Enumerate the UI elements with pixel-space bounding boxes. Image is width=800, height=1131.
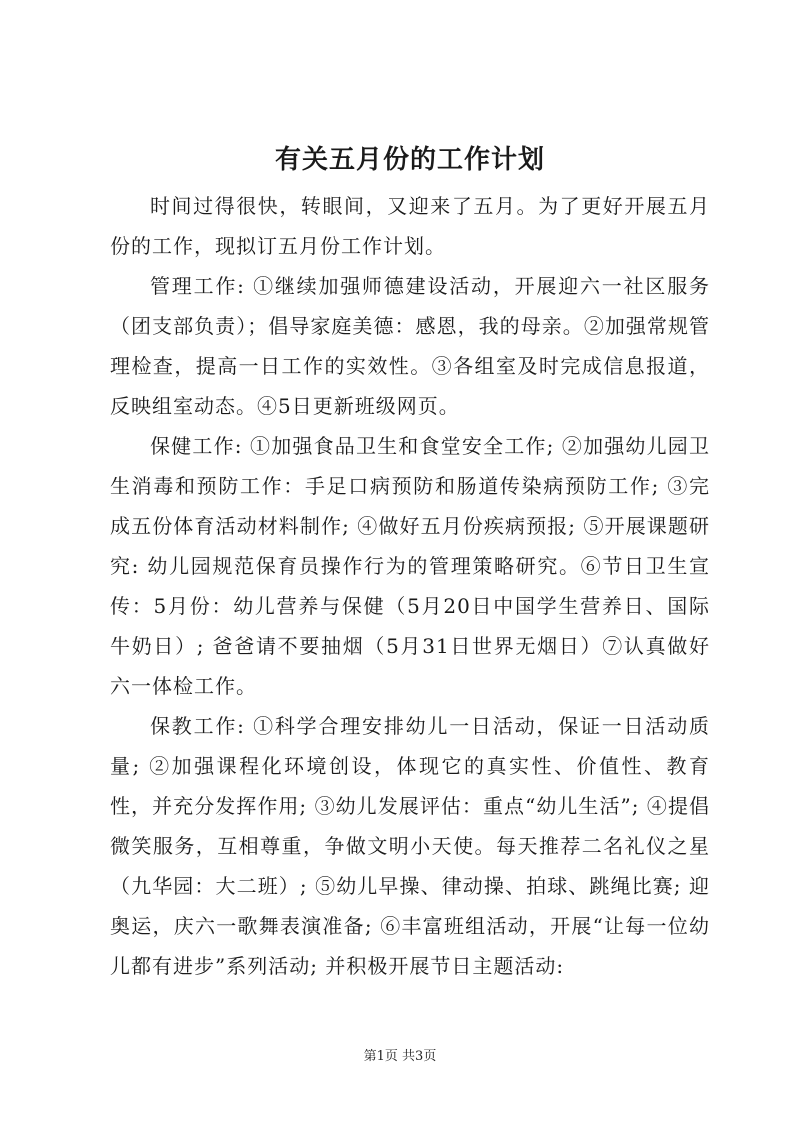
paragraph-management: 管理工作: ①继续加强师德建设活动，开展迎六一社区服务（团支部负责）；倡导家庭美德：感恩，我的母亲。②加强常规管理检查，提高一日工作的实效性。③各组室及时完成信息报道，反映组室动态。④5日更新班级网页。 (110, 274, 710, 418)
document-page (110, 0, 710, 1131)
paragraph-intro: 时间过得很快，转眼间，又迎来了五月。为了更好开展五月份的工作，现拟订五月份工作计划。 (110, 194, 710, 258)
paragraph-healthcare: 保健工作: ①加强食品卫生和食堂安全工作; ②加强幼儿园卫生消毒和预防工作：手足口病预防和肠道传染病预防工作; ③完成五份体育活动材料制作; ④做好五月份疾病预报; ⑤开展课题研究: 幼儿园规范保育员操作行为的管理策略研究。⑥节日卫生宣传：5月份：幼儿营养与保健（5月20日中国学生营养日、国际牛奶日）; 爸爸请不要抽烟（5月31日世界无烟日）⑦认真做好六一体检工作。 (110, 434, 710, 698)
page-footer: 第1页 共3页 (363, 1049, 437, 1064)
document-body (110, 186, 710, 986)
document-title: 有关五月份的工作计划 (274, 145, 545, 175)
paragraph-education: 保教工作: ①科学合理安排幼儿一日活动，保证一日活动质量; ②加强课程化环境创设，体现它的真实性、价值性、教育性，并充分发挥作用; ③幼儿发展评估：重点“幼儿生活”; ④提倡微笑服务，互相尊重，争做文明小天使。每天推荐二名礼仪之星（九华园：大二班）; ⑤幼儿早操、律动操、拍球、跳绳比赛; 迎奥运，庆六一歌舞表演准备; ⑥丰富班组活动，开展“让每一位幼儿都有进步”系列活动; 并积极开展节日主题活动: (110, 714, 710, 978)
